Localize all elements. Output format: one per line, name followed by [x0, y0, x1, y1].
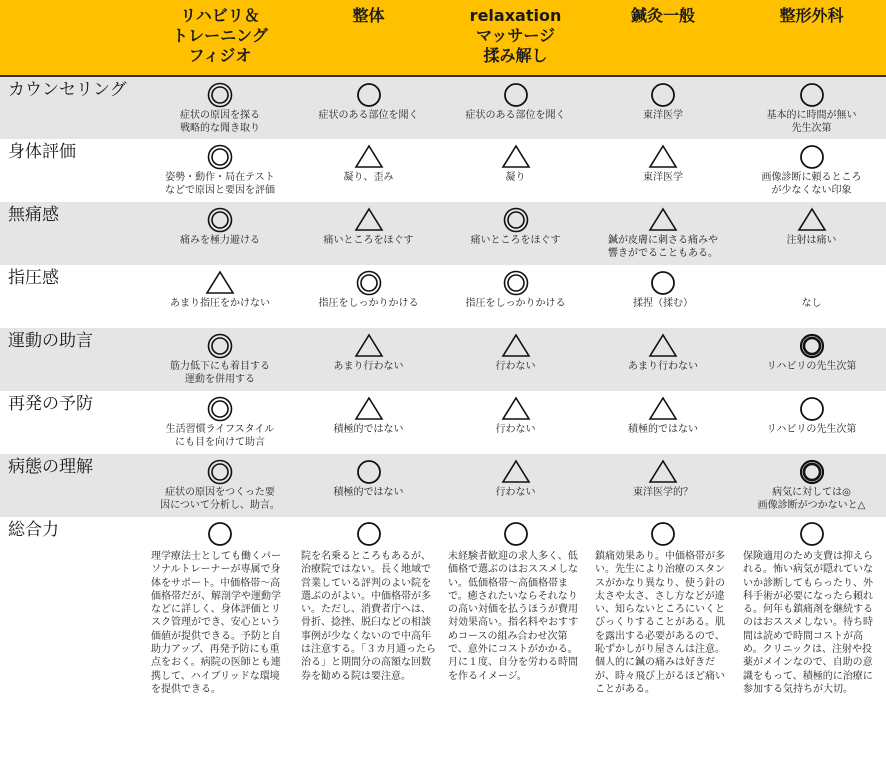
- column-header-physio: リハビリ＆ トレーニング フィジオ: [145, 0, 295, 76]
- summary-cell: [737, 517, 886, 747]
- double-circle-mark-icon: [205, 332, 235, 360]
- row-label: カウンセリング: [8, 80, 127, 100]
- summary-text: 院を名乗るところもあるが、治療院ではない。長く地域で営業している評判のよい院を選ぶのがよい。中価格帯が多い。ただし、消費者庁へは、骨折、捻挫、脱臼などの相談事例が少なくないので中高年は注意する。「３カ月通ったら治る」と期間分の高額な回数券を勧める院は要注意。: [301, 551, 436, 682]
- cell-note: 症状の原因を探る 戦略的な聞き取り: [180, 110, 260, 134]
- table-cell: [589, 391, 737, 454]
- circle-mark-icon: [797, 143, 827, 171]
- circle-mark-icon: [648, 520, 678, 548]
- cell-note: 基本的に時間が無い 先生次第: [766, 110, 857, 134]
- cell-note: 指圧をしっかりかける: [465, 298, 566, 309]
- double-circle-mark-icon: [501, 206, 531, 234]
- circle-mark-icon: [648, 269, 678, 297]
- table-cell: [442, 328, 589, 391]
- triangle-mark-icon: [354, 206, 384, 234]
- triangle-mark-icon: [648, 458, 678, 486]
- cell-note: 積極的ではない: [628, 424, 698, 435]
- triangle-mark-icon: [797, 206, 827, 234]
- cell-note: 凝り、歪み: [343, 172, 394, 183]
- cell-note: 注射は痛い: [786, 235, 837, 246]
- cell-note: 積極的ではない: [333, 424, 404, 435]
- table-row: [0, 202, 886, 265]
- table-row: [0, 391, 886, 454]
- circle-mark-icon: [797, 520, 827, 548]
- triangle-mark-icon: [648, 395, 678, 423]
- triangle-mark-icon: [648, 206, 678, 234]
- cell-note: リハビリの先生次第: [766, 424, 857, 435]
- table-row: [0, 139, 886, 202]
- circle-mark-icon: [354, 458, 384, 486]
- table-cell: [589, 328, 737, 391]
- double-circle-mark-icon: [205, 458, 235, 486]
- cell-note: 凝り: [505, 172, 526, 183]
- cell-note: 痛みを極力避ける: [180, 235, 260, 246]
- cell-note: 生活習慣ライフスタイル にも目を向けて助言: [165, 424, 275, 448]
- summary-cell: [145, 517, 295, 747]
- cell-note: あまり指圧をかけない: [170, 298, 270, 309]
- triangle-mark-icon: [354, 395, 384, 423]
- table-cell: [589, 76, 737, 139]
- table-cell: [589, 265, 737, 328]
- cell-note: 症状の原因をつくった要 因について分析し、助言。: [160, 487, 280, 511]
- cell-note: あまり行わない: [628, 361, 698, 372]
- cell-note: 行わない: [495, 361, 536, 372]
- table-cell: [145, 139, 295, 202]
- table-cell: [589, 139, 737, 202]
- cell-note: 痛いところをほぐす: [470, 235, 561, 246]
- table-row: [0, 76, 886, 139]
- summary-text: 理学療法士としても働くパーソナルトレーナーが専属で身体をサポート。中価格帯～高価格帯だが、解剖学や運動学などに詳しく、身体評価とリスク管理ができ、安心という価値が提供できる。予防と自助力アップ、再発予防にも重点をおく。病院の医師とも連携して、ハイブリッドな環境を提供できる。: [151, 551, 281, 695]
- table-cell: [145, 265, 295, 328]
- table-cell: [442, 391, 589, 454]
- table-cell: [442, 139, 589, 202]
- circle-mark-icon: [797, 395, 827, 423]
- table-cell: [145, 328, 295, 391]
- summary-row: [0, 517, 886, 747]
- table-cell: [295, 454, 442, 517]
- column-header-relaxation: relaxation マッサージ 揉み解し: [442, 0, 589, 76]
- table-cell: [442, 454, 589, 517]
- double-circle-mark-icon: [205, 395, 235, 423]
- triangle-mark-icon: [648, 143, 678, 171]
- double-circle-mark-icon: [205, 206, 235, 234]
- table-cell: [589, 454, 737, 517]
- column-header-orthopedics: 整形外科: [737, 0, 886, 76]
- summary-cell: [589, 517, 737, 747]
- row-label: 総合力: [8, 520, 59, 540]
- row-label: 身体評価: [8, 142, 76, 162]
- table-cell: [145, 391, 295, 454]
- summary-text: 未経験者歓迎の求人多く、低価格で選ぶのはおススメしない。低価格帯～高価格帯まで。癒されたいならそれなりの高い対価を払うほうが費用対効果高い。指名料やおすすめコースの組み合わせ次第で、意外にコストがかかる。月に１度、自分を労わる時間を作るイメージ。: [448, 551, 579, 682]
- table-cell: [737, 391, 886, 454]
- summary-text: 鎮痛効果あり。中価格帯が多い。先生により治療のスタンスがかなり異なり、使う針の太さや太さ、さし方などが違い、知らないところにいくとびっくりすることがある。肌を露出する必要があるので、恥ずかしがり屋さんは注意。個人的に鍼の痛みは好きだが、時々飛び上がるほど痛いことがある。: [595, 551, 725, 695]
- table-cell: [737, 139, 886, 202]
- double-circle-mark-icon: [354, 269, 384, 297]
- circle-mark-icon: [648, 81, 678, 109]
- cell-note: 揉捏（揉む）: [633, 298, 693, 309]
- table-cell: [295, 391, 442, 454]
- table-cell: [145, 202, 295, 265]
- double-circle-mark-icon: [205, 143, 235, 171]
- cell-note: 積極的ではない: [333, 487, 404, 498]
- cell-note: 東洋医学: [643, 110, 683, 121]
- circle-mark-icon: [501, 520, 531, 548]
- cell-note: 画像診断に頼るところ が少なくない印象: [761, 172, 862, 196]
- cell-note: 症状のある部位を聞く: [318, 110, 419, 121]
- cell-note: 指圧をしっかりかける: [318, 298, 419, 309]
- circle-mark-icon: [354, 81, 384, 109]
- circle-mark-icon: [205, 520, 235, 548]
- cell-note: 姿勢・動作・局在テスト などで原因と要因を評価: [165, 172, 275, 196]
- row-label: 病態の理解: [8, 457, 93, 477]
- summary-cell: [442, 517, 589, 747]
- table-cell: [442, 265, 589, 328]
- cell-note: 痛いところをほぐす: [323, 235, 414, 246]
- triangle-mark-icon: [501, 143, 531, 171]
- table-row: [0, 454, 886, 517]
- cell-note: あまり行わない: [333, 361, 404, 372]
- table-row: [0, 265, 886, 328]
- column-header-seitai: 整体: [295, 0, 442, 76]
- column-header-acupuncture: 鍼灸一般: [589, 0, 737, 76]
- table-cell: [737, 202, 886, 265]
- cell-note: 筋力低下にも着目する 運動を併用する: [170, 361, 270, 385]
- table-cell: [295, 202, 442, 265]
- cell-note: 行わない: [495, 424, 536, 435]
- triangle-mark-icon: [354, 143, 384, 171]
- table-cell: [589, 202, 737, 265]
- summary-text: 保険適用のため支費は抑えられる。怖い病気が隠れていないか診断してもらったり、外科手術が必要になったら頼れる。何年も鎮痛剤を継続するのはおススメしない。待ち時間は読めで時間コストが高め。クリニックは、注射や投薬がメインなので、自助の意識をもって、積極的に治療に参加する気持ちが大切。: [743, 551, 873, 695]
- table-row: [0, 328, 886, 391]
- triangle-mark-icon: [501, 395, 531, 423]
- cell-note: 東洋医学的？: [633, 487, 693, 498]
- table-cell: [737, 76, 886, 139]
- cell-note: リハビリの先生次第: [766, 361, 857, 372]
- triangle-mark-icon: [501, 458, 531, 486]
- table-cell: [737, 265, 886, 328]
- table-cell: [145, 454, 295, 517]
- double-circle-mark-icon: [205, 81, 235, 109]
- double-circle-mark-icon: [501, 269, 531, 297]
- cell-note: 症状のある部位を聞く: [465, 110, 566, 121]
- triangle-mark-icon: [354, 332, 384, 360]
- circle-mark-icon: [501, 81, 531, 109]
- table-cell: [442, 202, 589, 265]
- double-circle-mark-icon: [797, 458, 827, 486]
- cell-note: なし: [801, 298, 822, 309]
- triangle-mark-icon: [205, 269, 235, 297]
- cell-note: 行わない: [495, 487, 536, 498]
- double-circle-mark-icon: [797, 332, 827, 360]
- empty-mark: [797, 269, 827, 297]
- table-cell: [737, 454, 886, 517]
- circle-mark-icon: [354, 520, 384, 548]
- triangle-mark-icon: [648, 332, 678, 360]
- header-row: [0, 0, 886, 76]
- table-cell: [295, 328, 442, 391]
- triangle-mark-icon: [501, 332, 531, 360]
- table-cell: [295, 265, 442, 328]
- cell-note: 病気に対しては◎ 画像診断がつかないと△: [757, 487, 866, 511]
- row-label: 無痛感: [8, 205, 59, 225]
- table-cell: [442, 76, 589, 139]
- table-cell: [295, 76, 442, 139]
- table-cell: [295, 139, 442, 202]
- summary-cell: [295, 517, 442, 747]
- row-label: 再発の予防: [8, 394, 93, 414]
- row-label: 指圧感: [8, 268, 59, 288]
- table-cell: [145, 76, 295, 139]
- cell-note: 東洋医学: [643, 172, 683, 183]
- circle-mark-icon: [797, 81, 827, 109]
- table-cell: [737, 328, 886, 391]
- corner-cell: [0, 0, 145, 76]
- cell-note: 鍼が皮膚に刺さる痛みや 響きがでることもある。: [608, 235, 718, 259]
- row-label: 運動の助言: [8, 331, 93, 351]
